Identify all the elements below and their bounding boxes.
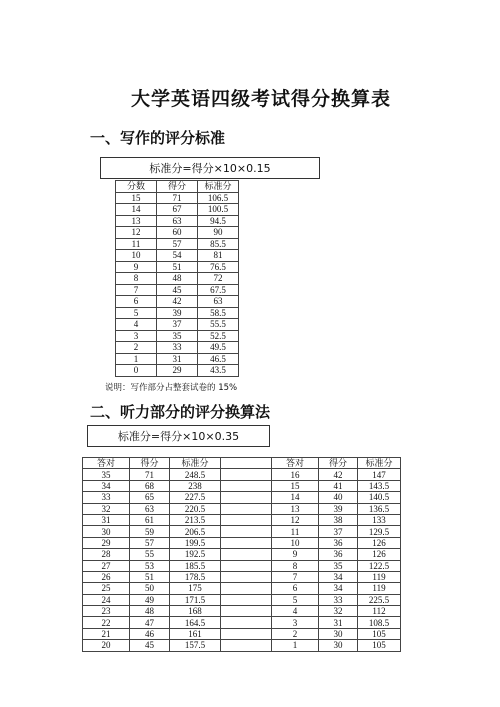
table-cell: 41 xyxy=(319,480,358,491)
table-cell: 49.5 xyxy=(198,342,239,354)
table-cell: 76.5 xyxy=(198,261,239,273)
table-cell: 4 xyxy=(116,319,157,331)
table-cell xyxy=(221,537,272,548)
table-cell: 35 xyxy=(83,469,130,480)
table-cell: 238 xyxy=(170,480,221,491)
table-cell: 105 xyxy=(358,640,401,651)
table-cell: 7 xyxy=(272,571,319,582)
table-cell: 225.5 xyxy=(358,594,401,605)
table-cell: 213.5 xyxy=(170,514,221,525)
table-cell: 28 xyxy=(83,549,130,560)
table-row xyxy=(116,365,239,377)
table-cell: 81 xyxy=(198,250,239,262)
table-cell: 31 xyxy=(83,514,130,525)
table-cell: 8 xyxy=(272,560,319,571)
table-row xyxy=(83,514,401,525)
table-cell xyxy=(221,640,272,651)
table-cell: 227.5 xyxy=(170,492,221,503)
table-cell: 105 xyxy=(358,628,401,639)
table-cell: 3 xyxy=(272,617,319,628)
table-cell: 90 xyxy=(198,227,239,239)
table-cell: 27 xyxy=(83,560,130,571)
table-cell: 48 xyxy=(130,606,170,617)
table-cell: 85.5 xyxy=(198,238,239,250)
table-cell: 71 xyxy=(130,469,170,480)
table-cell: 122.5 xyxy=(358,560,401,571)
table-cell xyxy=(221,492,272,503)
table-header-row xyxy=(83,458,401,469)
table-row xyxy=(83,469,401,480)
table-cell: 37 xyxy=(157,319,198,331)
table-cell: 7 xyxy=(116,284,157,296)
table-cell: 59 xyxy=(130,526,170,537)
table-cell: 33 xyxy=(319,594,358,605)
table-cell: 22 xyxy=(83,617,130,628)
table-cell: 13 xyxy=(272,503,319,514)
table-cell: 35 xyxy=(319,560,358,571)
table-header-row xyxy=(116,181,239,193)
table-row xyxy=(116,204,239,216)
table-cell: 43.5 xyxy=(198,365,239,377)
table-cell: 136.5 xyxy=(358,503,401,514)
table-row xyxy=(116,307,239,319)
table-cell: 50 xyxy=(130,583,170,594)
writing-score-table xyxy=(115,180,239,377)
column-header xyxy=(221,458,272,469)
table-cell: 30 xyxy=(319,640,358,651)
table-cell: 171.5 xyxy=(170,594,221,605)
table-row xyxy=(116,227,239,239)
table-cell: 108.5 xyxy=(358,617,401,628)
table-cell: 168 xyxy=(170,606,221,617)
table-cell: 10 xyxy=(116,250,157,262)
column-header: 答对 xyxy=(83,458,130,469)
table-cell: 37 xyxy=(319,526,358,537)
table-row xyxy=(116,273,239,285)
table-row xyxy=(116,319,239,331)
table-cell: 23 xyxy=(83,606,130,617)
table-row xyxy=(116,296,239,308)
table-cell: 220.5 xyxy=(170,503,221,514)
table-cell: 10 xyxy=(272,537,319,548)
table-cell: 55.5 xyxy=(198,319,239,331)
writing-section-heading: 一、写作的评分标准 xyxy=(90,129,226,147)
table-cell: 58.5 xyxy=(198,307,239,319)
column-header: 标准分 xyxy=(358,458,401,469)
table-cell: 161 xyxy=(170,628,221,639)
table-cell: 20 xyxy=(83,640,130,651)
table-cell: 192.5 xyxy=(170,549,221,560)
table-cell: 14 xyxy=(272,492,319,503)
table-cell: 199.5 xyxy=(170,537,221,548)
table-cell: 38 xyxy=(319,514,358,525)
table-cell xyxy=(221,594,272,605)
table-cell: 45 xyxy=(157,284,198,296)
table-cell: 49 xyxy=(130,594,170,605)
table-row xyxy=(116,353,239,365)
table-cell: 29 xyxy=(157,365,198,377)
table-cell: 72 xyxy=(198,273,239,285)
table-row xyxy=(83,640,401,651)
table-cell xyxy=(221,571,272,582)
table-cell: 9 xyxy=(116,261,157,273)
table-cell: 4 xyxy=(272,606,319,617)
table-cell: 48 xyxy=(157,273,198,285)
table-row xyxy=(83,492,401,503)
table-cell: 5 xyxy=(116,307,157,319)
column-header: 标准分 xyxy=(170,458,221,469)
table-cell xyxy=(221,469,272,480)
table-cell: 3 xyxy=(116,330,157,342)
table-cell: 45 xyxy=(130,640,170,651)
table-cell: 31 xyxy=(319,617,358,628)
table-cell: 1 xyxy=(272,640,319,651)
table-cell: 0 xyxy=(116,365,157,377)
table-cell: 24 xyxy=(83,594,130,605)
table-cell: 46.5 xyxy=(198,353,239,365)
table-cell xyxy=(221,606,272,617)
column-header: 答对 xyxy=(272,458,319,469)
table-row xyxy=(83,606,401,617)
table-cell: 119 xyxy=(358,583,401,594)
table-cell: 32 xyxy=(319,606,358,617)
table-row xyxy=(116,342,239,354)
table-cell: 106.5 xyxy=(198,192,239,204)
table-cell: 32 xyxy=(83,503,130,514)
table-cell: 67.5 xyxy=(198,284,239,296)
table-cell: 133 xyxy=(358,514,401,525)
table-cell: 61 xyxy=(130,514,170,525)
table-row xyxy=(83,480,401,491)
writing-note: 说明：写作部分占整套试卷的 15% xyxy=(105,383,238,393)
table-cell: 13 xyxy=(116,215,157,227)
table-cell xyxy=(221,480,272,491)
table-cell: 55 xyxy=(130,549,170,560)
table-row xyxy=(83,560,401,571)
table-cell: 67 xyxy=(157,204,198,216)
column-header: 得分 xyxy=(319,458,358,469)
table-cell: 51 xyxy=(130,571,170,582)
listening-score-table xyxy=(82,457,401,652)
table-cell: 12 xyxy=(116,227,157,239)
table-row xyxy=(83,526,401,537)
table-cell: 1 xyxy=(116,353,157,365)
table-row xyxy=(116,250,239,262)
column-header: 分数 xyxy=(116,181,157,193)
column-header: 得分 xyxy=(157,181,198,193)
table-cell: 248.5 xyxy=(170,469,221,480)
table-row xyxy=(83,583,401,594)
table-cell: 39 xyxy=(157,307,198,319)
table-cell: 15 xyxy=(272,480,319,491)
table-cell: 35 xyxy=(157,330,198,342)
table-cell xyxy=(221,628,272,639)
table-cell: 31 xyxy=(157,353,198,365)
table-cell: 42 xyxy=(157,296,198,308)
table-row xyxy=(83,549,401,560)
table-cell: 57 xyxy=(130,537,170,548)
table-cell: 112 xyxy=(358,606,401,617)
table-cell: 34 xyxy=(319,583,358,594)
table-cell: 6 xyxy=(116,296,157,308)
table-cell: 53 xyxy=(130,560,170,571)
table-cell xyxy=(221,503,272,514)
column-header: 标准分 xyxy=(198,181,239,193)
table-row xyxy=(83,594,401,605)
table-cell xyxy=(221,514,272,525)
table-cell: 26 xyxy=(83,571,130,582)
table-cell: 34 xyxy=(83,480,130,491)
table-cell: 2 xyxy=(116,342,157,354)
table-cell: 5 xyxy=(272,594,319,605)
writing-formula-box: 标准分=得分×10×0.15 xyxy=(100,157,320,179)
table-cell: 25 xyxy=(83,583,130,594)
table-cell: 42 xyxy=(319,469,358,480)
table-cell: 54 xyxy=(157,250,198,262)
table-cell: 129.5 xyxy=(358,526,401,537)
table-cell: 47 xyxy=(130,617,170,628)
table-row xyxy=(83,571,401,582)
column-header: 得分 xyxy=(130,458,170,469)
table-row xyxy=(116,330,239,342)
table-cell xyxy=(221,526,272,537)
table-row xyxy=(116,192,239,204)
table-cell: 63 xyxy=(130,503,170,514)
table-cell: 8 xyxy=(116,273,157,285)
table-cell: 185.5 xyxy=(170,560,221,571)
table-cell: 9 xyxy=(272,549,319,560)
table-row xyxy=(83,617,401,628)
table-cell: 119 xyxy=(358,571,401,582)
table-cell: 12 xyxy=(272,514,319,525)
table-cell: 15 xyxy=(116,192,157,204)
table-cell: 140.5 xyxy=(358,492,401,503)
table-cell: 29 xyxy=(83,537,130,548)
page-title: 大学英语四级考试得分换算表 xyxy=(130,88,391,110)
table-cell xyxy=(221,549,272,560)
table-cell: 94.5 xyxy=(198,215,239,227)
table-cell: 30 xyxy=(83,526,130,537)
table-cell: 68 xyxy=(130,480,170,491)
table-row xyxy=(83,537,401,548)
table-row xyxy=(83,503,401,514)
table-cell: 178.5 xyxy=(170,571,221,582)
table-cell: 126 xyxy=(358,549,401,560)
table-cell: 63 xyxy=(198,296,239,308)
table-cell: 57 xyxy=(157,238,198,250)
table-cell xyxy=(221,617,272,628)
table-cell: 21 xyxy=(83,628,130,639)
table-row xyxy=(116,238,239,250)
table-cell: 33 xyxy=(157,342,198,354)
listening-formula-box: 标准分=得分×10×0.35 xyxy=(87,425,270,447)
table-cell: 34 xyxy=(319,571,358,582)
table-cell: 164.5 xyxy=(170,617,221,628)
table-cell: 2 xyxy=(272,628,319,639)
table-cell: 157.5 xyxy=(170,640,221,651)
table-row xyxy=(116,284,239,296)
table-cell: 126 xyxy=(358,537,401,548)
table-cell: 30 xyxy=(319,628,358,639)
table-cell: 11 xyxy=(272,526,319,537)
table-cell: 6 xyxy=(272,583,319,594)
table-cell: 14 xyxy=(116,204,157,216)
table-cell: 39 xyxy=(319,503,358,514)
table-cell: 206.5 xyxy=(170,526,221,537)
table-cell xyxy=(221,583,272,594)
table-cell: 36 xyxy=(319,537,358,548)
table-cell: 40 xyxy=(319,492,358,503)
table-cell: 143.5 xyxy=(358,480,401,491)
listening-section-heading: 二、听力部分的评分换算法 xyxy=(90,403,271,421)
table-cell: 65 xyxy=(130,492,170,503)
table-cell: 52.5 xyxy=(198,330,239,342)
table-cell: 147 xyxy=(358,469,401,480)
table-cell: 33 xyxy=(83,492,130,503)
table-row xyxy=(116,261,239,273)
table-cell: 11 xyxy=(116,238,157,250)
table-cell: 36 xyxy=(319,549,358,560)
table-cell: 100.5 xyxy=(198,204,239,216)
table-cell: 60 xyxy=(157,227,198,239)
table-cell: 16 xyxy=(272,469,319,480)
table-cell: 51 xyxy=(157,261,198,273)
table-row xyxy=(83,628,401,639)
table-row xyxy=(116,215,239,227)
table-cell: 175 xyxy=(170,583,221,594)
table-cell: 71 xyxy=(157,192,198,204)
table-cell: 46 xyxy=(130,628,170,639)
table-cell: 63 xyxy=(157,215,198,227)
table-cell xyxy=(221,560,272,571)
